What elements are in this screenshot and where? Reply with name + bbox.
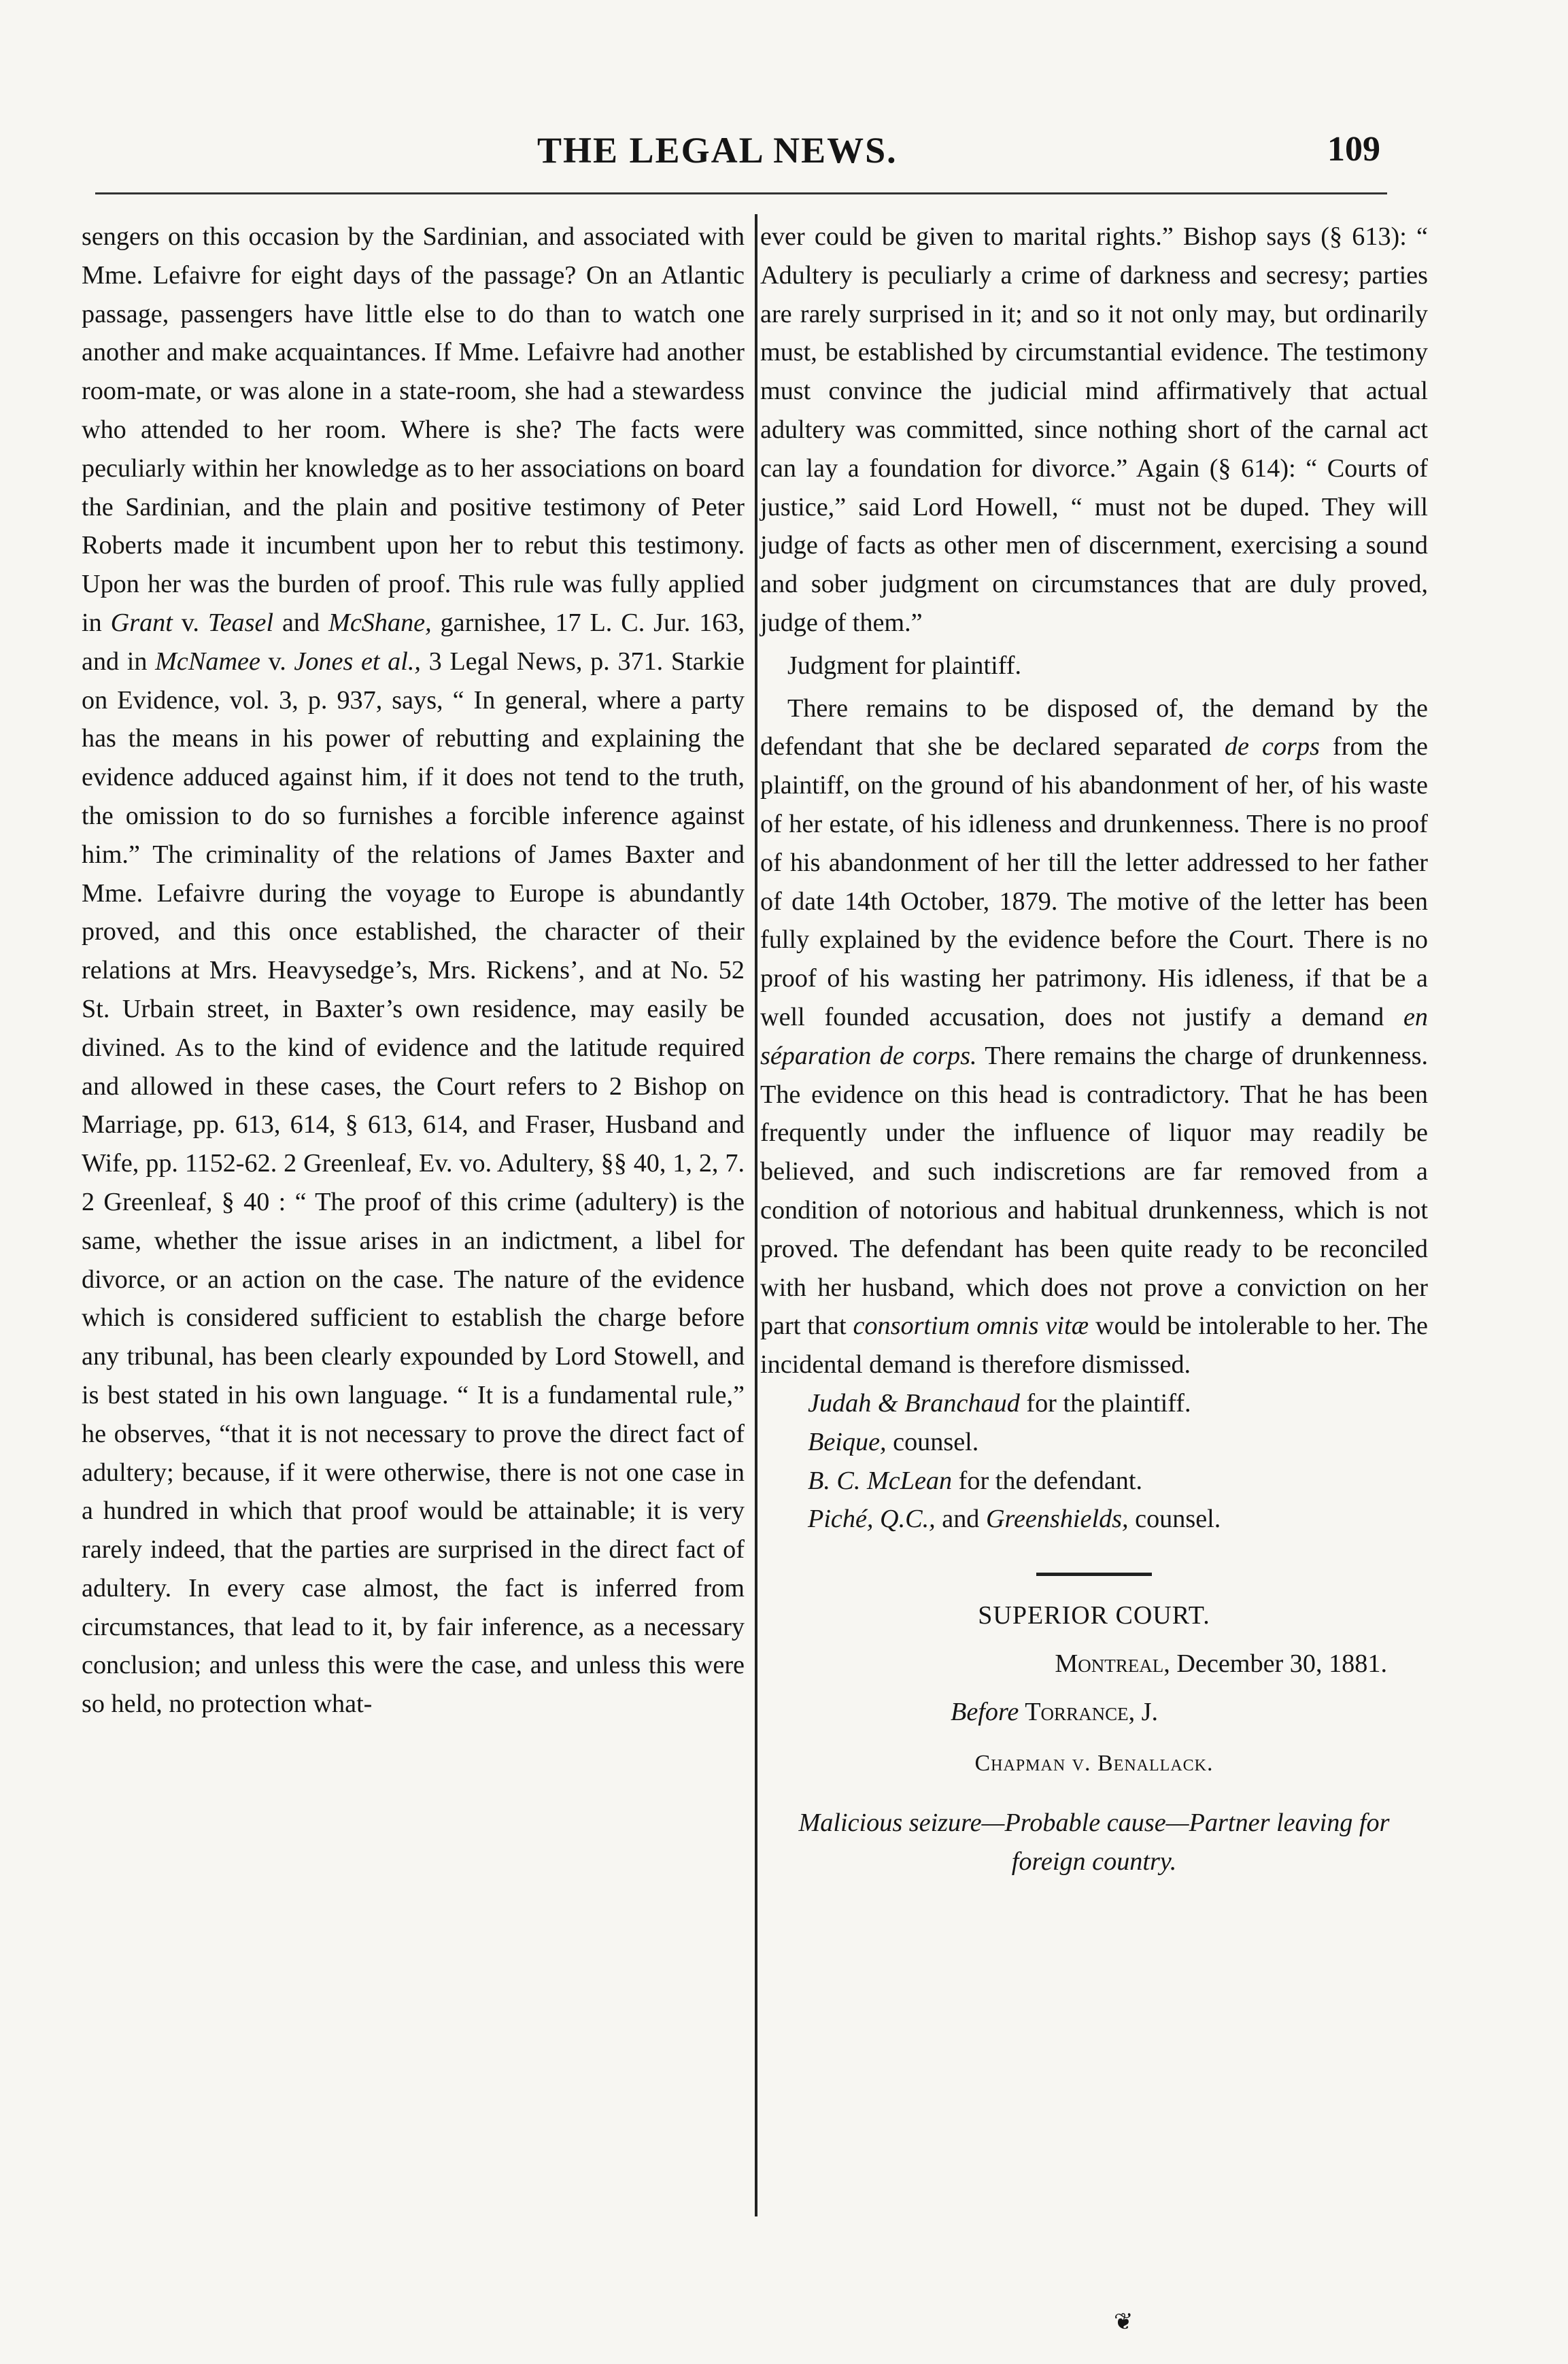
text-run: and <box>273 608 329 637</box>
judgment-line: Judgment for plaintiff. <box>787 651 1021 680</box>
left-column <box>82 218 745 1724</box>
text-run: v. <box>172 608 208 637</box>
text-run: from the plaintiff, on the ground of his abandonment of her, of his waste of her estate, of his idleness and drunkenness. There is no proof of his abandonment of her till the letter addressed to her father of date 14th October, 1879. The motive of the letter has been fully explained by the evidence before the Court. There is no proof of his wasting her patrimony. His idleness, if that be a well founded accusation, does not justify a demand <box>760 732 1429 1031</box>
case-title: Chapman v. Benallack. <box>974 1751 1214 1777</box>
running-title: THE LEGAL NEWS. <box>537 130 898 171</box>
text-run: v. <box>260 647 294 676</box>
text-run: counsel. <box>886 1427 979 1456</box>
text-run: and <box>935 1505 986 1534</box>
text-run: There remains the charge of drunkenness. The evidence on this head is contradictory. That he has been frequently under the influence of liquor may readily be believed, and such indiscretions are far removed from a condition of notorious and habitual drunkenness, which is not proved. The defendant has been quite ready to be reconciled with her husband, which does not prove a conviction on her part that <box>760 1041 1429 1341</box>
text-run: 3 Legal News, p. 371. Starkie on Evidence, vol. 3, p. 937, says, “ In general, where a party has the means in his power of rebutting and explaining the evidence adduced against him, if it does not tend to the truth, the omission to do so furnishes a forcible inference against him.” The criminality of the relations of James Baxter and Mme. Lefaivre during the voyage to Europe is abundantly proved, and this once established, the character of their relations at Mrs. Heavysedge’s, Mrs. Rickens’, and at No. 52 St. Urbain street, in Baxter’s own residence, may easily be divined. As to the kind of evidence and the latitude required and allowed in these cases, the Court refers to 2 Bishop on Marriage, pp. 613, 614, § 613, 614, and Fraser, Husband and Wife, pp. 1152-62. 2 Greenleaf, Ev. vo. Adultery, §§ 40, 1, 2, 7. 2 Greenleaf, § 40 : “ The proof of this crime (adultery) is the same, whether the issue arises in an indictment, a libel for divorce, or an action on the case. The nature of the evidence which is considered sufficient to establish the charge before any tribunal, has been clearly expounded by Lord Stowell, and is best stated in his own language. “ It is a fundamental rule,” he observes, “that it is not necessary to prove the direct fact of adultery; because, if it were otherwise, there is not one case in a hundred in which that proof would be attainable; it is very rarely indeed, that the parties are surprised in the direct fact of adultery. In every case almost, the fact is inferred from circumstances, that lead to it, by fair inference, as a necessary conclusion; and unless this were the case, and unless this were so held, no protection what- <box>82 647 745 1719</box>
counsel-name: Greenshields, <box>985 1505 1129 1534</box>
page-header <box>88 129 1380 184</box>
header-rule <box>95 192 1387 194</box>
text-run: garnishee, 17 L. C. Jur. 163, and in <box>82 608 745 676</box>
right-paragraph: ever could be given to marital rights.” Bishop says (§ 613): “ Adultery is peculiarly a crime of darkness and secresy; parties are rarely surprised in it; and so it not only may, but ordinarily must, be established by circumstantial evidence. The testimony must convince the judicial mind affirmatively that actual adultery was committed, since nothing short of the carnal act can lay a foundation for divorce.” Again (§ 614): “ Courts of justice,” said Lord Howell, “ must not be duped. They will judge of facts as other men of discernment, exercising a sound and sober judgment on circumstances that are duly proved, judge of them.” <box>760 222 1428 637</box>
column-divider <box>755 214 757 2216</box>
case-name: Jones et al., <box>294 647 421 676</box>
dateline <box>760 1645 1428 1683</box>
counsel-line <box>760 1500 1428 1539</box>
counsel-line <box>760 1462 1428 1501</box>
left-paragraph <box>82 218 745 1724</box>
headnote: Malicious seizure—Probable cause—Partner leaving for foreign country. <box>798 1809 1390 1877</box>
text-run: sengers on this occasion by the Sardinian, and associated with Mme. Lefaivre for eight days of the passage? On an Atlantic passage, passengers have little else to do than to watch one another and make acquaintances. If Mme. Lefaivre had another room-mate, or was alone in a state-room, she had a stewardess who attended to her room. Where is she? The facts were peculiarly within her knowledge as to her associations on board the Sardinian, and the plain and positive testimony of Peter Roberts made it incumbent upon her to rebut this testimony. Upon her was the burden of proof. This rule was fully applied in <box>82 222 745 637</box>
text-run: would be intolerable to her. The incidental demand is therefore dismissed. <box>760 1312 1428 1380</box>
printer-mark: ❦ <box>1114 2308 1134 2335</box>
dateline-date: December 30, 1881. <box>1170 1649 1387 1678</box>
counsel-name: B. C. McLean <box>808 1466 953 1495</box>
section-rule <box>1036 1573 1152 1576</box>
text-run: for the defendant. <box>952 1466 1143 1495</box>
case-name: Teasel <box>207 608 274 637</box>
latin-phrase: consortium omnis vitæ <box>853 1312 1089 1341</box>
latin-phrase: en séparation de corps. <box>760 1002 1428 1070</box>
court-heading: SUPERIOR COURT. <box>978 1601 1210 1630</box>
latin-phrase: de corps <box>1224 732 1320 761</box>
before-label: Before <box>951 1697 1019 1726</box>
text-run: counsel. <box>1128 1505 1221 1534</box>
case-name: McShane, <box>328 608 432 637</box>
case-name: McNamee <box>155 647 260 676</box>
dateline-place: Montreal, <box>1055 1649 1170 1678</box>
text-run: There remains to be disposed of, the demand by the defendant that she be declared separated <box>760 693 1428 761</box>
counsel-line <box>760 1423 1428 1462</box>
case-name: Grant <box>110 608 173 637</box>
counsel-line <box>760 1384 1428 1423</box>
counsel-name: Beique, <box>808 1427 887 1456</box>
incidental-demand-paragraph <box>760 689 1428 1384</box>
text-run: for the plaintiff. <box>1019 1388 1191 1418</box>
counsel-name: Piché, Q.C., <box>808 1505 936 1534</box>
counsel-name: Judah & Branchaud <box>808 1388 1020 1418</box>
judge-name: Torrance, J. <box>1019 1697 1159 1726</box>
before-judge <box>760 1693 1428 1732</box>
right-column <box>760 218 1428 1881</box>
page-number: 109 <box>1327 130 1380 169</box>
